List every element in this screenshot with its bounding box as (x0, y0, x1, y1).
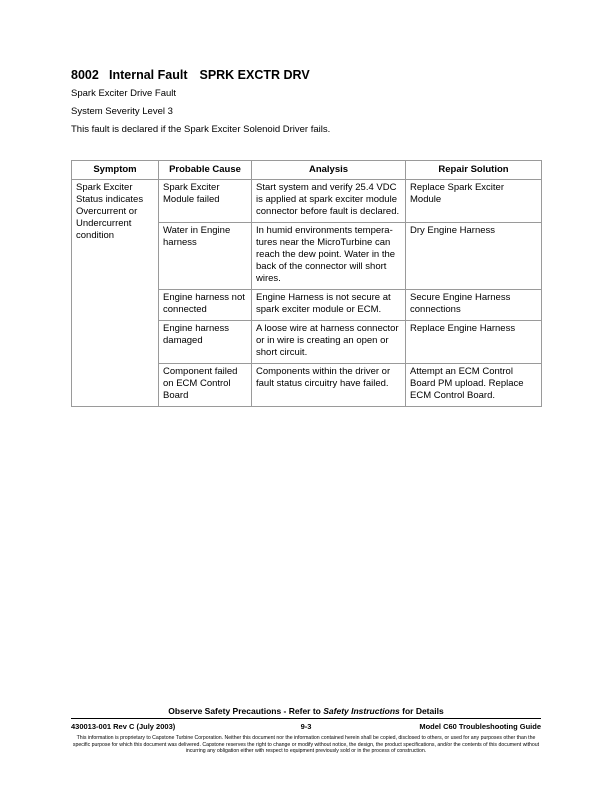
analysis-cell: Engine Harness is not secure at spark exciter module or ECM. (252, 290, 406, 321)
cause-cell: Engine harness damaged (159, 321, 252, 364)
header-probable-cause: Probable Cause (159, 161, 252, 180)
symptom-cell: Spark Exciter Status indicates Overcurrent or Undercurrent condition (72, 180, 159, 407)
solution-cell: Replace Engine Harness (406, 321, 542, 364)
page-title (71, 68, 310, 82)
analysis-cell: Components within the driver or fault status circuitry have failed. (252, 364, 406, 407)
safety-notice-prefix: Observe Safety Precautions - Refer to (168, 706, 324, 716)
fault-code: 8002 (71, 68, 99, 82)
solution-cell: Replace Spark Exciter Module (406, 180, 542, 223)
solution-cell: Attempt an ECM Control Board PM upload. Replace ECM Control Board. (406, 364, 542, 407)
table-row (72, 180, 542, 223)
cause-cell: Water in Engine harness (159, 223, 252, 290)
cause-cell: Engine harness not connected (159, 290, 252, 321)
fault-description: Spark Exciter Drive Fault (71, 88, 177, 99)
footer-bar (71, 722, 541, 732)
fault-short-name: SPRK EXCTR DRV (199, 68, 310, 82)
safety-notice-suffix: for Details (399, 706, 444, 716)
severity-level: System Severity Level 3 (71, 106, 173, 117)
analysis-cell: A loose wire at harness connector or in wire is creating an open or short circuit. (252, 321, 406, 364)
analysis-cell: Start system and verify 25.4 VDC is applied at spark exciter module connector before fault is declared. (252, 180, 406, 223)
fault-name: Internal Fault (109, 68, 188, 82)
solution-cell: Dry Engine Harness (406, 223, 542, 290)
cause-cell: Spark Exciter Module failed (159, 180, 252, 223)
troubleshooting-table (71, 160, 542, 407)
fault-declaration: This fault is declared if the Spark Exciter Solenoid Driver fails. (71, 124, 331, 135)
solution-cell: Secure Engine Harness connections (406, 290, 542, 321)
cause-cell: Component failed on ECM Control Board (159, 364, 252, 407)
header-symptom: Symptom (72, 161, 159, 180)
proprietary-notice: This information is proprietary to Capstone Turbine Corporation. Neither this document nor the information contained herein shall be copied, disclosed to others, or used for any purposes other than the specific purpose for which this document was delivered. Capstone reserves the right to change or modify without notice, the design, the product specifications, and/or the contents of this document without incurring any obligation either with respect to equipment previously sold or in the process of construction. (72, 735, 540, 754)
document-number: 430013-001 Rev C (July 2003) (71, 722, 176, 731)
safety-notice (0, 706, 612, 716)
header-analysis: Analysis (252, 161, 406, 180)
footer-divider (71, 718, 541, 719)
header-repair-solution: Repair Solution (406, 161, 542, 180)
guide-title: Model C60 Troubleshooting Guide (419, 722, 541, 731)
page-number: 9-3 (300, 722, 312, 731)
analysis-cell: In humid environments tempera-tures near the MicroTurbine can reach the dew point. Water in the back of the connector will short wires. (252, 223, 406, 290)
safety-instructions-ref: Safety Instructions (323, 706, 400, 716)
table-header-row (72, 161, 542, 180)
